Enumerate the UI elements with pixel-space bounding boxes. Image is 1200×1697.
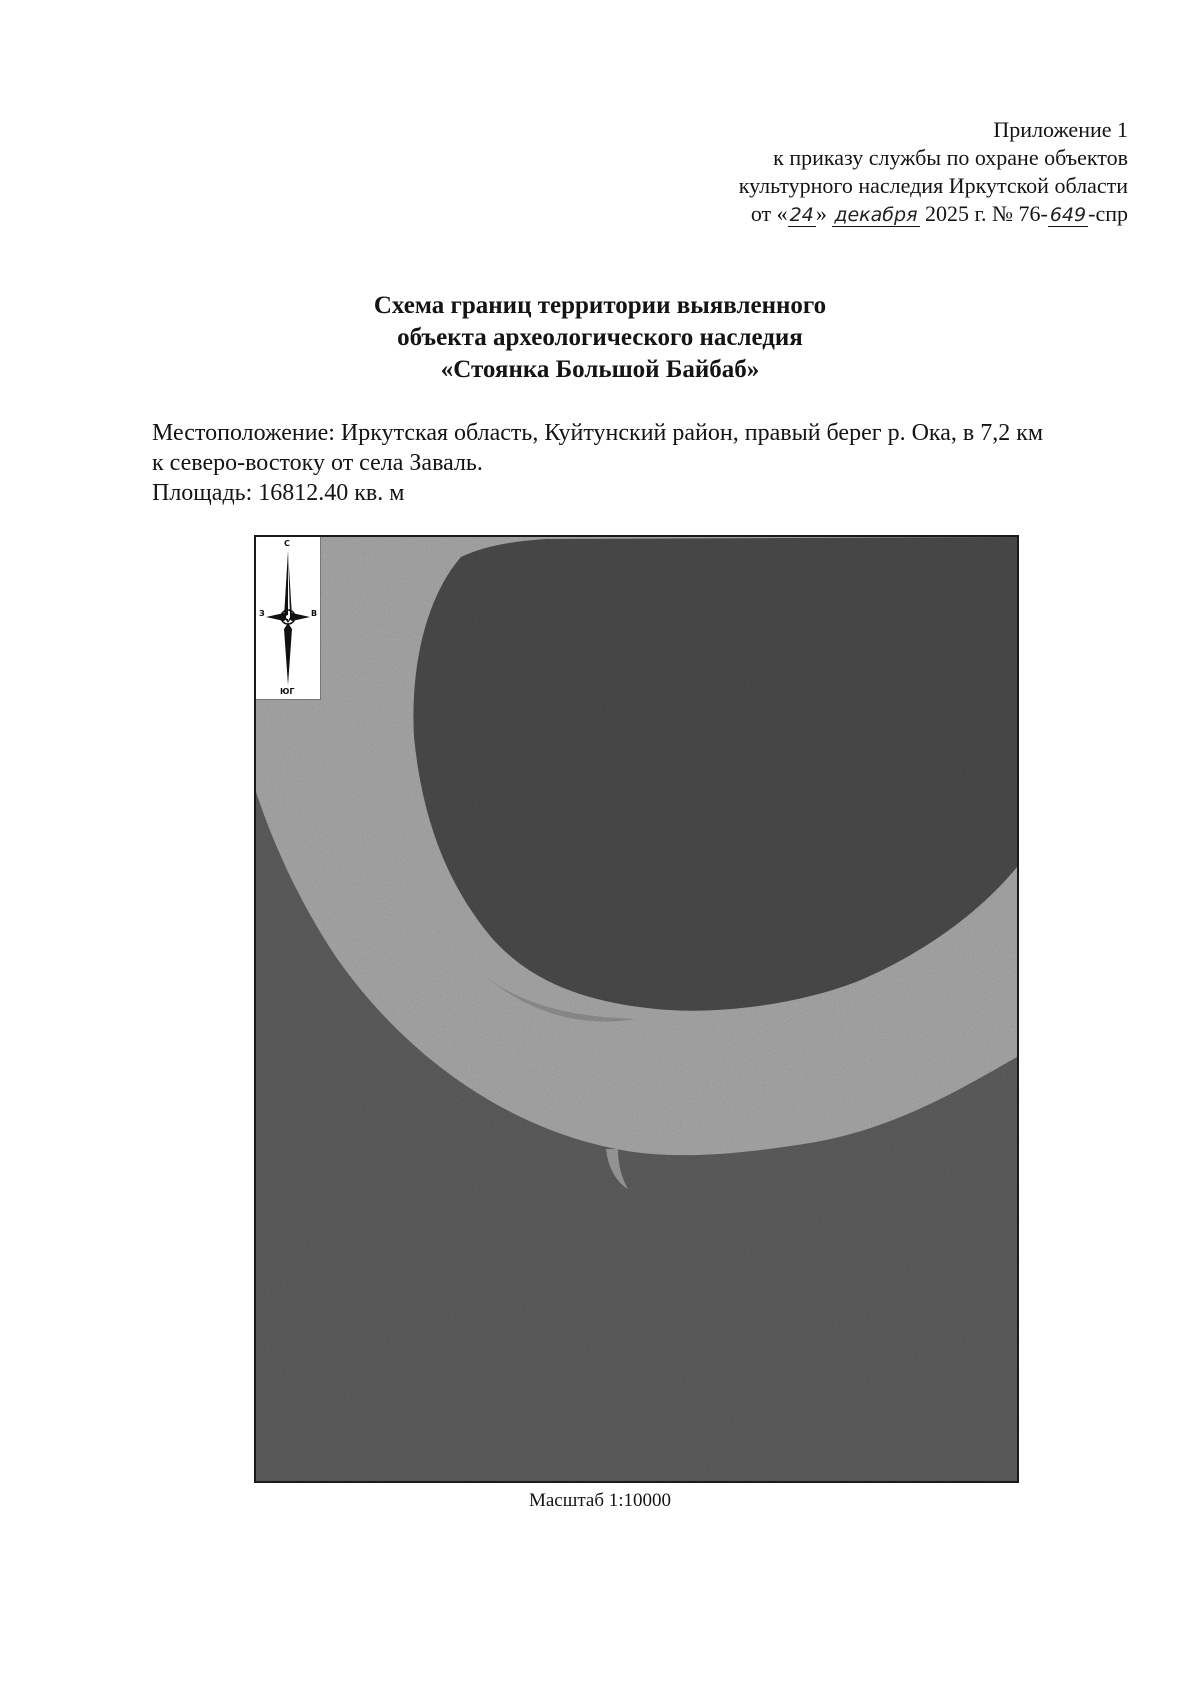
location-line-1: Местоположение: Иркутская область, Куйтунский район, правый берег р. Ока, в 7,2 км (152, 420, 1044, 446)
appendix-block (568, 116, 1128, 228)
satellite-map (254, 535, 1019, 1483)
location-line-2: к северо-востоку от села Заваль. (152, 450, 483, 476)
handwritten-number: 649 (1049, 204, 1087, 226)
compass-south-label: ЮГ (280, 687, 295, 696)
area-line: Площадь: 16812.40 кв. м (152, 480, 405, 506)
order-suffix: -спр (1088, 201, 1128, 226)
title-line-3: «Стоянка Большой Байбаб» (440, 356, 760, 383)
compass-west-label: З (259, 609, 265, 618)
appendix-title: Приложение 1 (993, 117, 1128, 142)
title-line-1: Схема границ территории выявленного (373, 292, 827, 319)
handwritten-day: 24 (789, 204, 814, 226)
forest-bank (413, 537, 1017, 1011)
site-info (152, 418, 1142, 508)
appendix-agency-line: культурного наследия Иркутской области (738, 173, 1128, 198)
order-year: 2025 г. № 76- (925, 201, 1048, 226)
document-title (0, 290, 1200, 386)
compass-icon (256, 537, 320, 699)
handwritten-month: декабря (834, 204, 918, 226)
appendix-order-line: к приказу службы по охране объектов (773, 145, 1128, 170)
map-scale: Масштаб 1:10000 (528, 1490, 672, 1511)
compass-rose (256, 537, 321, 700)
map-imagery (256, 537, 1017, 1481)
appendix-date-line (568, 200, 1128, 228)
date-prefix: от « (750, 201, 788, 226)
date-mid: » (815, 201, 827, 226)
title-line-2: объекта археологического наследия (397, 324, 803, 351)
compass-north-label: С (284, 539, 290, 548)
compass-east-label: В (311, 609, 318, 618)
